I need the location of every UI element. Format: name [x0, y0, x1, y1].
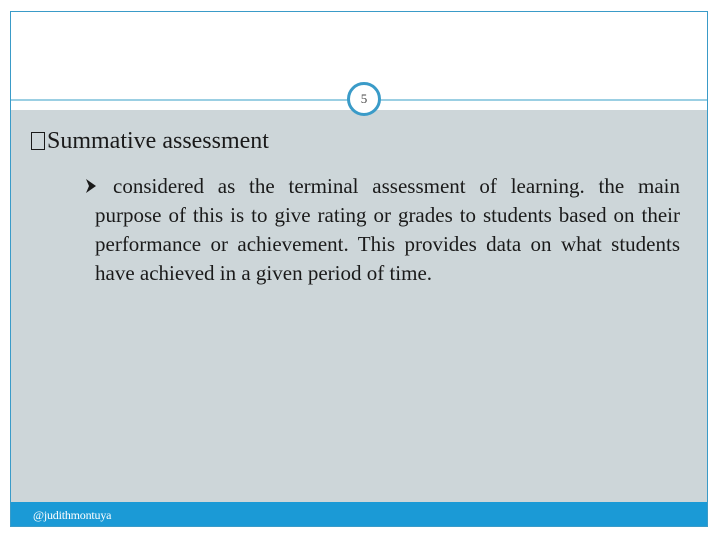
slide-heading [31, 128, 269, 155]
footer-bar [11, 502, 707, 527]
slide [10, 11, 708, 527]
page-number: 5 [360, 91, 368, 106]
content-area [11, 110, 707, 502]
heading-text: Summative assessment [47, 128, 269, 154]
bullet-text: considered as the terminal assessment of learning. the main purpose of this is to give rating or grades to students based on their performance or achievement. This provides data on what students have achieved in a given period of time. [95, 174, 680, 285]
arrowhead-icon [85, 178, 97, 194]
box-icon [31, 132, 45, 150]
footer-credit: @judithmontuya [33, 508, 112, 522]
bullet-item [95, 172, 680, 288]
page-number-badge [347, 82, 381, 116]
